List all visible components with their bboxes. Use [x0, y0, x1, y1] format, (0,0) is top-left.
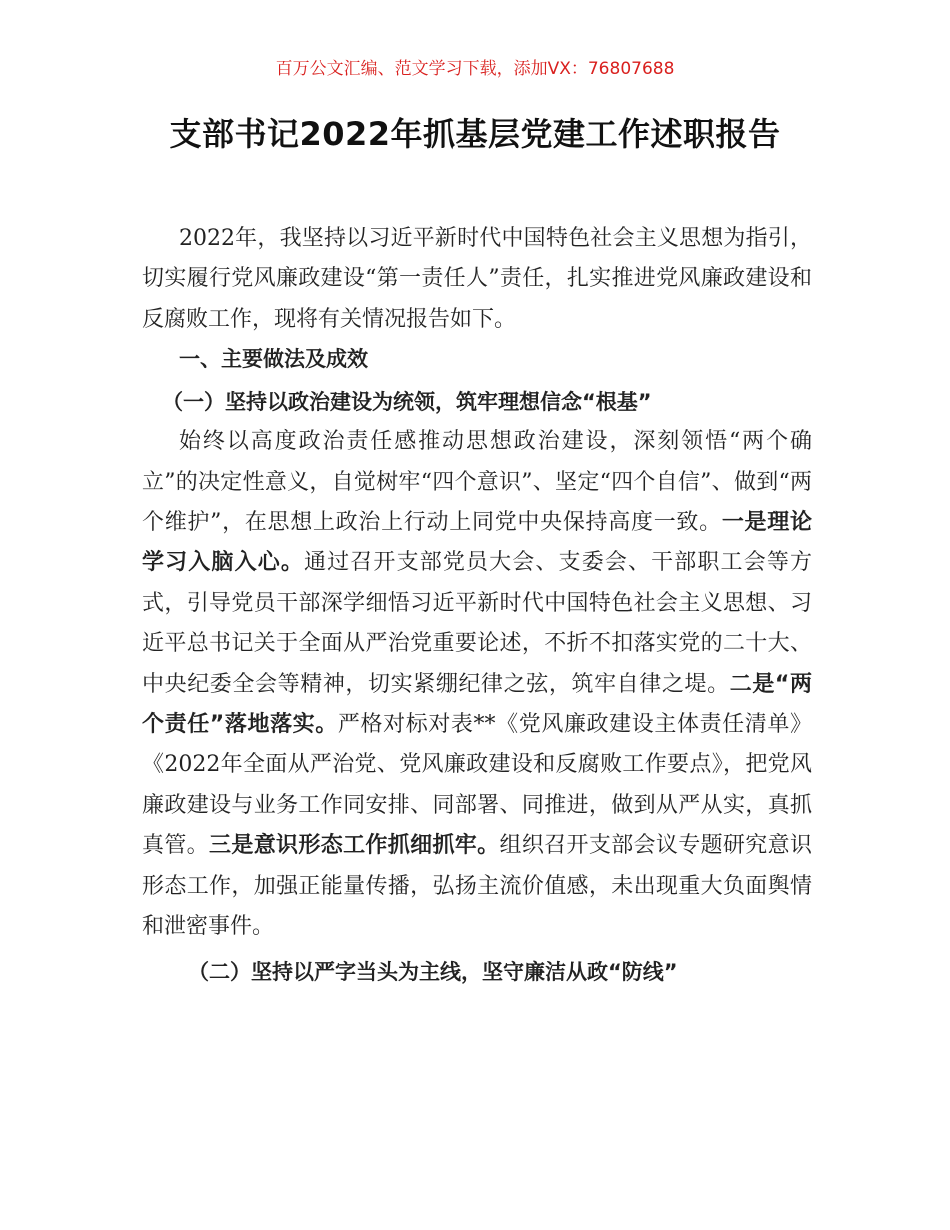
bold-point-2: 二是“两个责任”落地落实。: [142, 671, 812, 738]
section-heading-1: 一、主要做法及成效: [179, 347, 368, 372]
bold-point-1: 一是理论学习入脑入心。: [142, 510, 812, 576]
document-title: 支部书记2022年抓基层党建工作述职报告: [169, 115, 781, 153]
paragraph-text: 组织召开支部会议专题研究意识形态工作，加强正能量传播，弘扬主流价值感，未出现重大负面舆情和泄密事件。: [142, 833, 812, 940]
paragraph-text: 通过召开支部党员大会、支委会、干部职工会等方式，引导党员干部深学细悟习近平新时代中国特色社会主义思想、习近平总书记关于全面从严治党重要论述，不折不扣落实党的二十大、中央纪委全会等精神，切实紧绷纪律之弦，筑牢自律之堤。: [142, 550, 812, 697]
bold-point-3: 三是意识形态工作抓细抓牢。: [209, 833, 500, 859]
paragraph-text: 始终以高度政治责任感推动思想政治建设，深刻领悟“两个确立”的决定性意义，自觉树牢“四个意识”、坚定“四个自信”、做到“两个维护”，在思想上政治上行动上同党中央保持高度一致。: [142, 429, 812, 536]
paragraph-text: 严格对标对表**《党风廉政建设主体责任清单》《2022年全面从严治党、党风廉政建设和反腐败工作要点》，把党风廉政建设与业务工作同安排、同部署、同推进，做到从严从实，真抓真管。: [142, 712, 812, 859]
document-body: [142, 219, 812, 992]
intro-paragraph: 2022年，我坚持以习近平新时代中国特色社会主义思想为指引，切实履行党风廉政建设“第一责任人”责任，扎实推进党风廉政建设和反腐败工作，现将有关情况报告如下。: [142, 226, 812, 332]
subsection-1-paragraph: [142, 422, 812, 947]
subsection-heading-1: （一）坚持以政治建设为统领，筑牢理想信念“根基”: [162, 390, 652, 415]
subsection-heading-2: （二）坚持以严字当头为主线，坚守廉洁从政“防线”: [188, 959, 678, 984]
watermark-banner: 百万公文汇编、范文学习下载，添加VX：76807688: [275, 59, 675, 79]
